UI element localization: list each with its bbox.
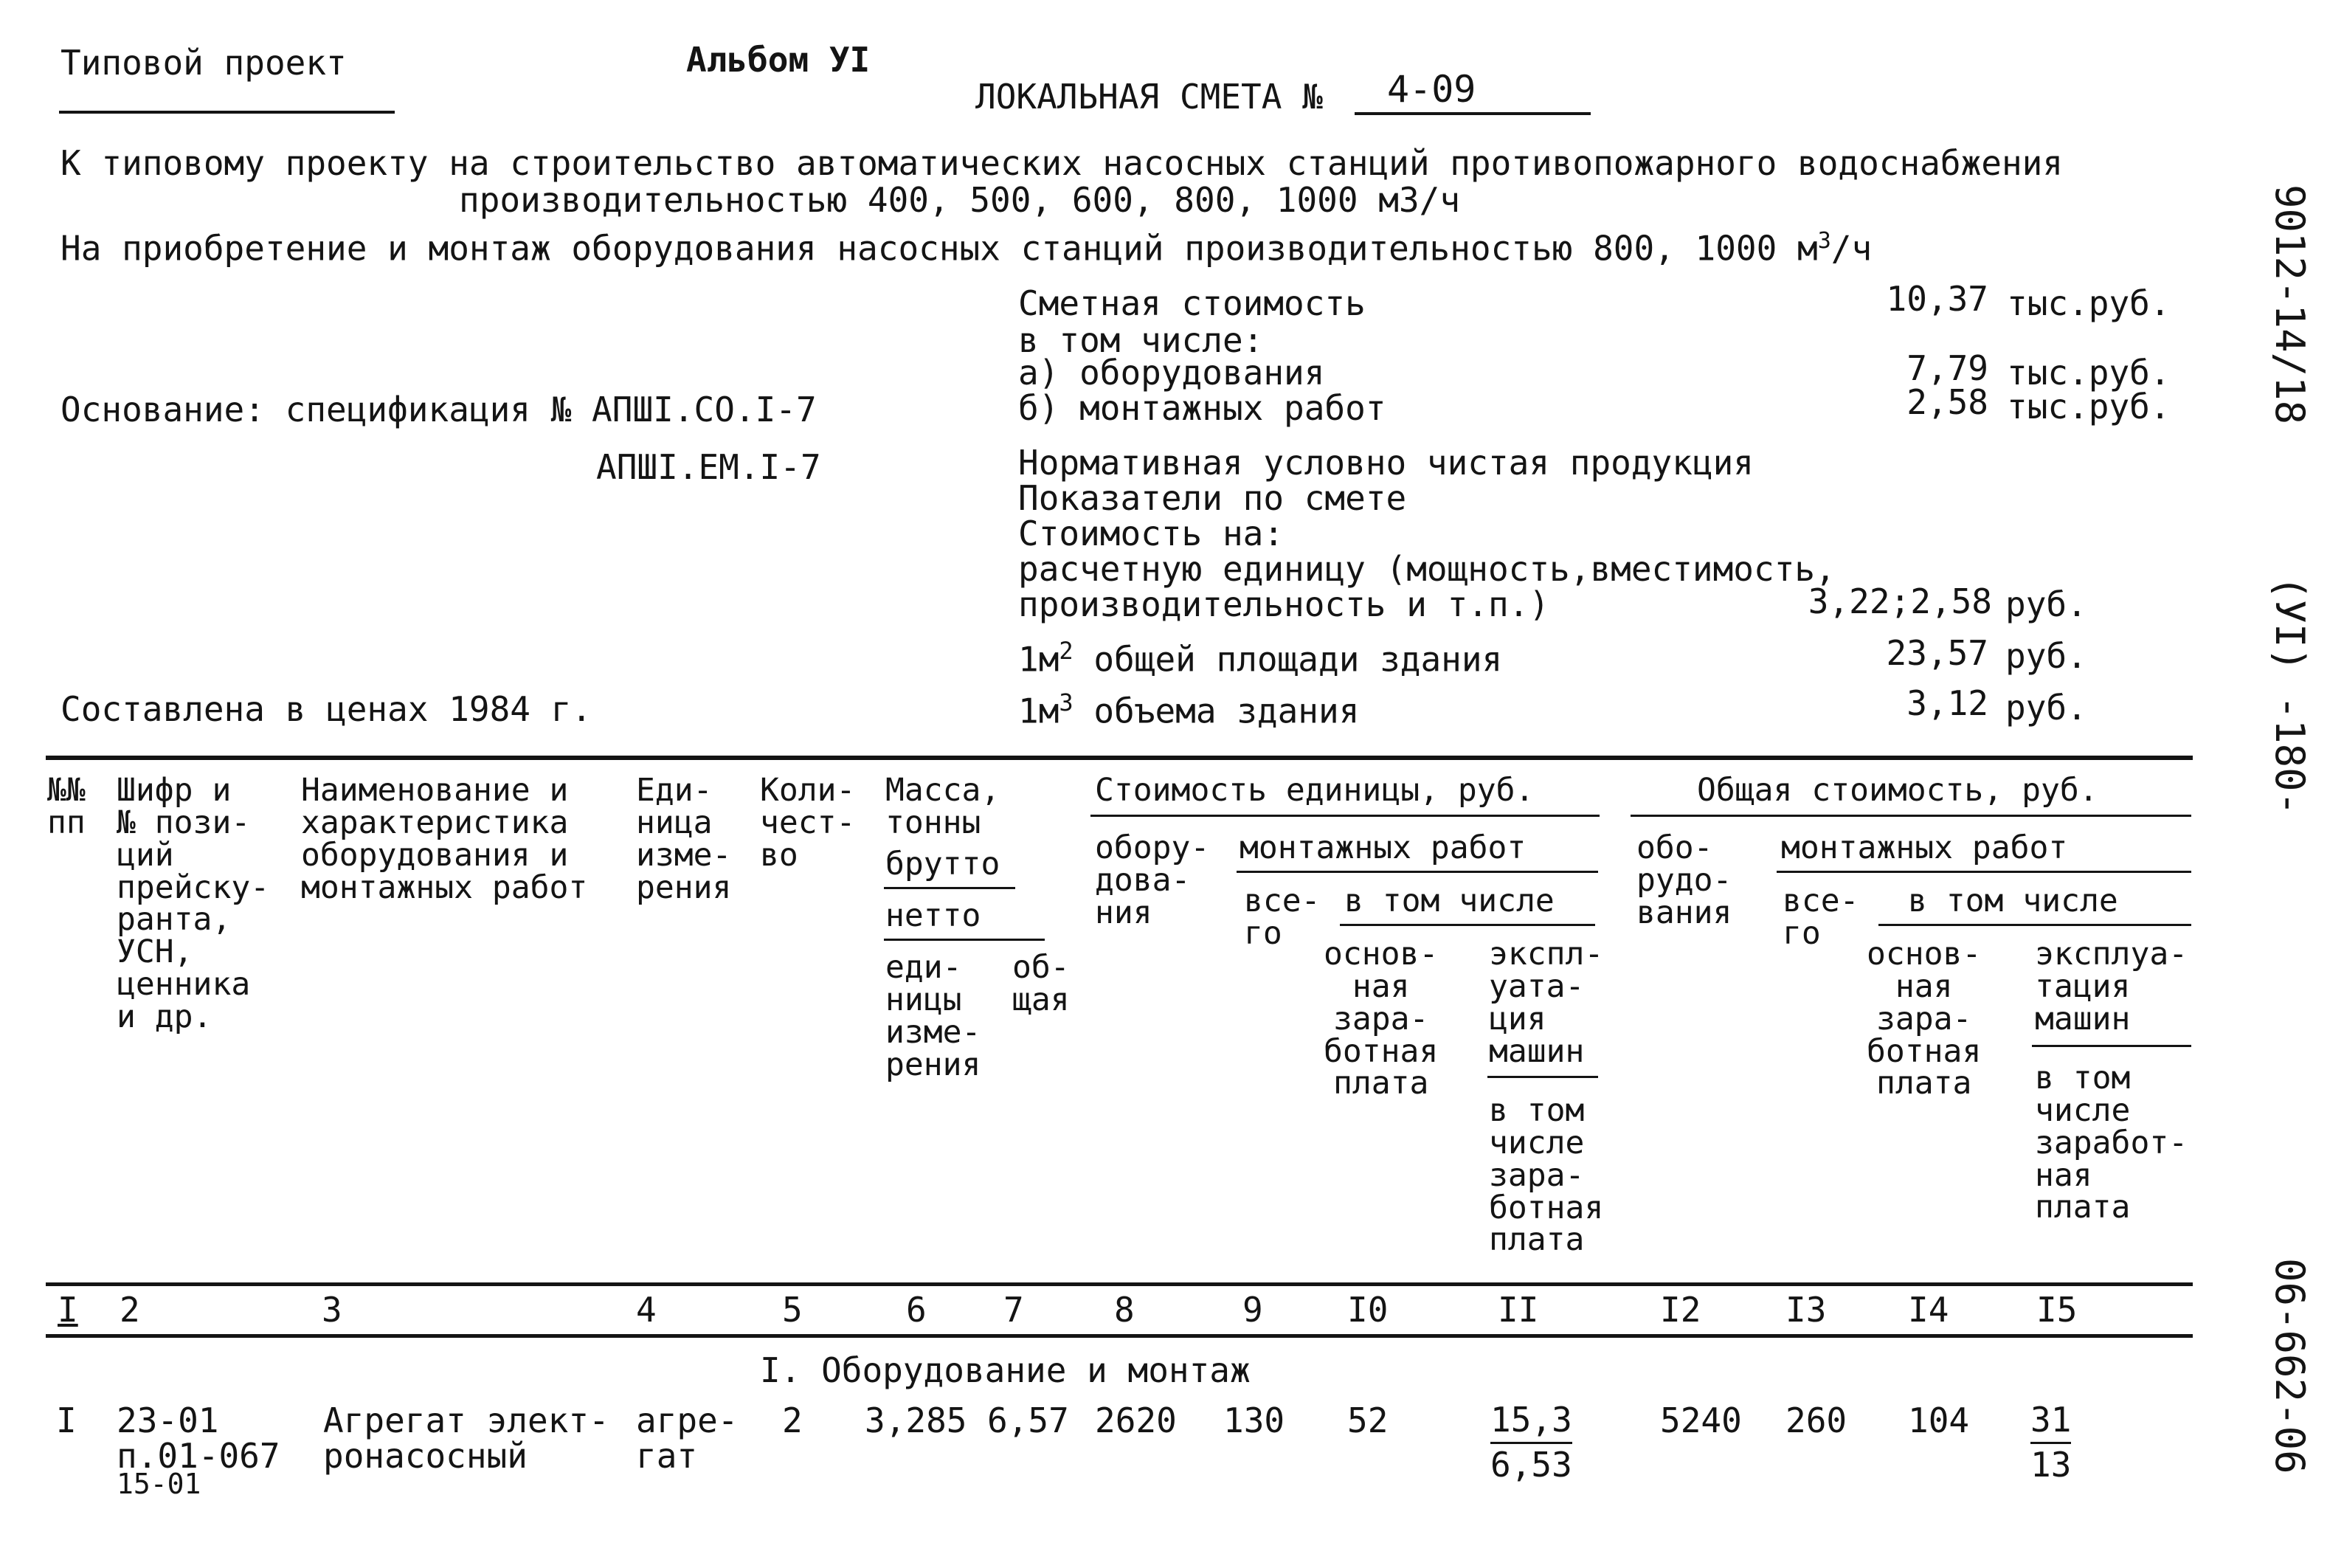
smeta-title: ЛОКАЛЬНАЯ СМЕТА № [975, 77, 1323, 117]
column-number: 3 [322, 1290, 342, 1330]
row-num: I [56, 1401, 77, 1440]
row-mount-total: 260 [1785, 1401, 1847, 1440]
unit-value: 3,22;2,58 [1808, 581, 1992, 621]
total-cost-header: Общая стоимость, руб. [1697, 772, 2098, 809]
mount-label: б) монтажных работ [1018, 388, 1386, 428]
vol-sup: 3 [1059, 688, 1074, 716]
incl-label: в том числе: [1018, 320, 1264, 360]
exploit-underline-2 [2032, 1045, 2191, 1047]
column-number: 5 [782, 1290, 803, 1330]
equip-unit: тыс.руб. [2007, 353, 2171, 393]
area-line [1018, 637, 1503, 680]
area-prefix: 1м [1018, 639, 1059, 680]
mass-total-header: об- щая [1012, 949, 1070, 1018]
mount-value: 2,58 [1906, 382, 1988, 422]
row-mass-total: 6,57 [987, 1401, 1069, 1440]
col-1-header: №№ пп [47, 772, 86, 841]
purpose-suffix: /ч [1830, 228, 1873, 269]
table-top-rule [46, 756, 2193, 760]
margin-code-1: 9012-14/18 [2267, 184, 2313, 425]
margin-code-2: (УI) -180- [2267, 576, 2313, 816]
compiled-label: Составлена в ценах 1984 г. [60, 689, 592, 729]
equip-col-header: обору- дова- ния [1095, 829, 1210, 931]
purpose-sup: 3 [1817, 228, 1831, 254]
col-2-header: Шифр и № пози- ций прейску- ранта, УСН, ценника и др. [117, 772, 270, 1036]
row-exploit-total: 31 [2030, 1399, 2071, 1444]
area-sup: 2 [1059, 637, 1074, 665]
column-number: 6 [906, 1290, 927, 1330]
area-label: общей площади здания [1093, 639, 1503, 680]
mass-header: Масса, тонны [885, 772, 1000, 841]
column-number: 4 [636, 1290, 657, 1330]
vol-unit: руб. [2005, 688, 2087, 728]
col-4-header: Еди- ница изме- рения [636, 772, 732, 906]
type-underline [59, 111, 395, 114]
row-qty: 2 [782, 1401, 803, 1440]
purpose-line [60, 228, 1873, 269]
equip-label: а) оборудования [1018, 353, 1325, 393]
cost-on-label: Стоимость на: [1018, 514, 1285, 553]
area-unit: руб. [2005, 636, 2087, 676]
mount-works-underline [1237, 871, 1598, 873]
total-cost-underline [1631, 815, 2191, 817]
column-number: 7 [1003, 1290, 1024, 1330]
row-equip-cost: 2620 [1095, 1401, 1177, 1440]
colnum-bottom-rule [46, 1334, 2193, 1338]
incl-wage-header: в том числе зара- ботная плата [1489, 1092, 1604, 1259]
col-3-header: Наименование и характеристика оборудования и монтажных работ [301, 772, 588, 906]
column-number: I0 [1347, 1290, 1389, 1330]
column-number: I [58, 1290, 78, 1330]
row-exploit-total-fraction [2030, 1399, 2071, 1486]
row-mount-all: 130 [1223, 1401, 1285, 1440]
brutto-underline [884, 887, 1015, 889]
norm-label: Нормативная условно чистая продукция [1018, 443, 1754, 483]
equip-value: 7,79 [1906, 348, 1988, 388]
section-title: I. Оборудование и монтаж [760, 1350, 1251, 1390]
row-name-2: ронасосный [323, 1436, 528, 1476]
indicators-label: Показатели по смете [1018, 478, 1407, 518]
row-exploit-fraction [1490, 1399, 1572, 1486]
area-value: 23,57 [1886, 633, 1988, 673]
unit-unit: руб. [2005, 584, 2087, 624]
mount-works-header-2: монтажных работ [1781, 829, 2068, 866]
incl-header-2: в том числе [1908, 883, 2118, 919]
mount-all-header: все- го [1244, 883, 1321, 952]
incl-header: в том числе [1344, 883, 1555, 919]
mass-unit-header: еди- ницы изме- рения [885, 949, 981, 1083]
row-wage: 52 [1347, 1401, 1389, 1440]
column-number: 9 [1242, 1290, 1263, 1330]
unit-cost-underline [1090, 815, 1600, 817]
unit-line-1: расчетную единицу (мощность,вместимость, [1018, 549, 1836, 589]
mount-works-underline-2 [1777, 871, 2191, 873]
column-number: I5 [2036, 1290, 2078, 1330]
row-code-1: 23-01 [117, 1401, 219, 1440]
row-mass-unit: 3,285 [865, 1401, 967, 1440]
project-type-label: Типовой проект [60, 43, 347, 83]
column-number: I2 [1660, 1290, 1701, 1330]
exploit-header-2: эксплуа- тация машин [2035, 936, 2188, 1037]
row-exploit: 15,3 [1490, 1399, 1572, 1444]
incl-underline [1340, 924, 1595, 926]
basic-wage-header: основ- ная зара- ботная плата [1324, 936, 1439, 1102]
mass-brutto: брутто [885, 846, 1000, 883]
mount-all-header-2: все- го [1783, 883, 1859, 952]
basic-wage-header-2: основ- ная зара- ботная плата [1867, 936, 1982, 1102]
netto-underline [884, 939, 1045, 941]
row-name-1: Агрегат элект- [323, 1401, 609, 1440]
incl-underline-2 [1878, 924, 2191, 926]
total-cost-value: 10,37 [1886, 279, 1988, 319]
row-code-2: п.01-067 [117, 1436, 280, 1476]
margin-code-3: 06-662-06 [2267, 1258, 2313, 1474]
unit-line-2: производительность и т.п.) [1018, 584, 1550, 624]
mount-unit: тыс.руб. [2007, 387, 2171, 426]
column-number: II [1498, 1290, 1539, 1330]
purpose-text: На приобретение и монтаж оборудования насосных станций производительностью 800, 1000 м [60, 228, 1818, 269]
incl-wage-header-2: в том числе заработ- ная плата [2035, 1060, 2188, 1226]
row-code-3: 15-01 [117, 1468, 201, 1500]
header-bottom-rule [46, 1282, 2193, 1286]
album-label: Альбом УI [686, 40, 871, 80]
unit-cost-header: Стоимость единицы, руб. [1095, 772, 1535, 809]
vol-label: объема здания [1093, 691, 1360, 731]
row-exploit-wage: 6,53 [1490, 1444, 1572, 1485]
mount-works-header: монтажных работ [1240, 829, 1527, 866]
total-cost-label: Сметная стоимость [1018, 283, 1366, 323]
col-5-header: Коли- чест- во [760, 772, 856, 874]
vol-value: 3,12 [1906, 683, 1988, 723]
project-line-1: К типовому проекту на строительство автоматических насосных станций противопожарного водоснабжения [60, 143, 2064, 183]
equip-total-header: обо- рудо- вания [1636, 829, 1732, 931]
vol-prefix: 1м [1018, 691, 1059, 731]
row-unit-1: агре- [636, 1401, 739, 1440]
mass-netto: нетто [885, 897, 981, 934]
exploit-header: экспл- уата- ция машин [1489, 936, 1604, 1070]
smeta-number-underline [1355, 112, 1591, 115]
basis-label: Основание: спецификация № АПШI.СО.I-7 [60, 390, 817, 429]
row-unit-2: гат [636, 1436, 698, 1476]
column-number: I4 [1908, 1290, 1949, 1330]
project-line-2: производительностью 400, 500, 600, 800, 1000 м3/ч [459, 180, 1461, 220]
total-cost-unit: тыс.руб. [2007, 283, 2171, 323]
column-number: 2 [120, 1290, 140, 1330]
row-wage-total: 104 [1908, 1401, 1970, 1440]
smeta-number: 4-09 [1387, 68, 1476, 111]
basis-second: АПШI.ЕМ.I-7 [596, 447, 821, 487]
row-exploit-wage-total: 13 [2030, 1444, 2072, 1485]
vol-line [1018, 688, 1360, 731]
column-number: 8 [1114, 1290, 1135, 1330]
column-number: I3 [1785, 1290, 1827, 1330]
row-equip-total: 5240 [1660, 1401, 1742, 1440]
exploit-underline [1487, 1076, 1598, 1078]
